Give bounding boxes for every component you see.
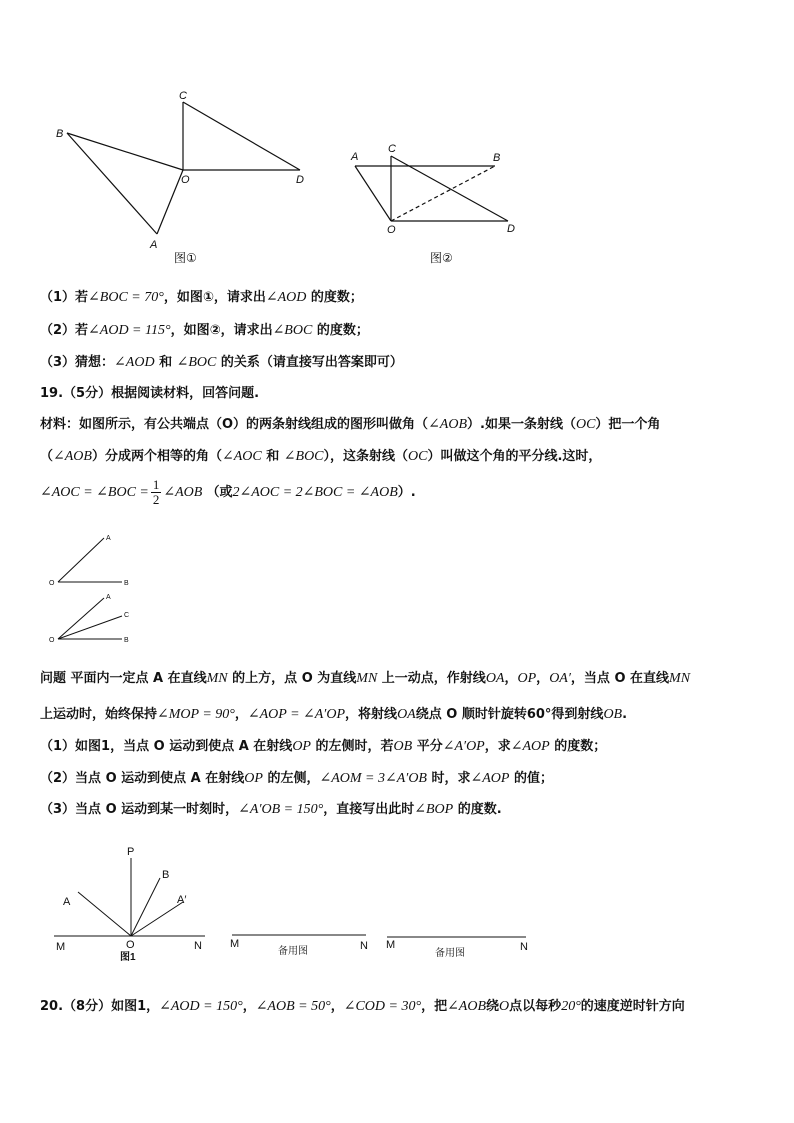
q20-math-cod: ∠COD = 30° — [343, 999, 422, 1014]
q19-mat3-fraction — [151, 478, 162, 507]
q19-mat3-text-b: ）. — [397, 485, 416, 500]
figure-1 — [50, 88, 320, 268]
q18-p1-text-c: 的度数； — [306, 290, 363, 305]
q19-subquestion-3 — [40, 801, 502, 819]
q19-prob2-text-d: 绕点 O 顺时针旋转60°得到射线 — [415, 707, 604, 722]
fig1-segment-ao — [157, 170, 183, 234]
q18-p2-math-boc: ∠BOC — [272, 323, 313, 338]
fig2-segment-ob-dashed — [391, 166, 495, 221]
fraction-denominator: 2 — [152, 492, 160, 507]
ray-ob — [131, 878, 160, 936]
q18-p3-text-b: 和 — [154, 355, 177, 370]
spare2-label-n: N — [520, 941, 528, 953]
angle2-ray-oc — [58, 616, 122, 639]
angle2-label-b: B — [124, 637, 129, 644]
q19-s1-text-a: （1）如图1，当点 O 运动到使点 A 在射线 — [40, 739, 293, 754]
q20-math-aob: ∠AOB = 50° — [255, 999, 331, 1014]
q20-line-1 — [40, 998, 685, 1016]
q19-subquestion-1 — [40, 738, 606, 756]
q19-s2-math-op: OP — [244, 771, 263, 786]
figure-rays-and-spare — [50, 840, 540, 965]
q19-s2-text-b: 的左侧， — [262, 771, 320, 786]
q19-problem-line-2 — [40, 706, 627, 724]
q19-prob1-text-c: 上一动点，作射线 — [377, 671, 486, 686]
q19-mat2-math-aob: ∠AOB — [53, 449, 92, 464]
angle2-label-c: C — [124, 612, 130, 619]
q19-mat2-math-oc: OC — [408, 449, 428, 464]
q19-mat3-math-alt: 2∠AOC = 2∠BOC = ∠AOB — [232, 485, 398, 500]
q20-text-e: 绕 — [486, 999, 500, 1014]
q19-prob1-math-mn-3: MN — [669, 671, 691, 686]
q18-p3-text-c: 的关系（请直接写出答案即可） — [216, 355, 403, 370]
angle1-ray-oa — [58, 538, 104, 582]
q18-p2-text-a: （2）若 — [40, 323, 89, 338]
q19-s1-text-d: ，求 — [484, 739, 511, 754]
q19-mat1-math-aob: ∠AOB — [428, 417, 468, 432]
q19-prob2-math-aop: ∠AOP = ∠A′OP — [247, 707, 346, 722]
angle-figures — [40, 528, 150, 648]
q19-s3-math-aob: ∠A′OB = 150° — [238, 802, 324, 817]
q19-prob2-math-oa: OA — [397, 707, 416, 722]
q20-text-f: 点以每秒 — [509, 999, 562, 1014]
q19-s1-math-ob: OB — [393, 739, 413, 754]
q18-p3-math-boc: ∠BOC — [176, 355, 217, 370]
ray-oa — [78, 892, 131, 936]
q19-prob2-text-c: ，将射线 — [345, 707, 398, 722]
q19-s1-math-op: OP — [292, 739, 311, 754]
q18-part-1 — [40, 289, 363, 307]
q19-prob1-text-a: 问题 平面内一定点 A 在直线 — [40, 671, 207, 686]
fig2-label-d: D — [507, 223, 515, 235]
q19-material-line-2 — [40, 448, 601, 466]
q20-math-speed: 20° — [561, 999, 581, 1014]
q20-text-d: ，把 — [421, 999, 448, 1014]
fig2-label-a: A — [351, 151, 359, 163]
label-n: N — [194, 940, 202, 952]
q19-s2-math-aop: ∠AOP — [470, 771, 510, 786]
q19-s3-text-a: （3）当点 O 运动到某一时刻时， — [40, 802, 239, 817]
angle2-label-a: A — [106, 594, 111, 601]
fig1-segment-ba — [67, 133, 157, 234]
q19-s1-text-e: 的度数； — [549, 739, 607, 754]
angle1-label-b: B — [124, 580, 129, 587]
q19-prob2-text-e: . — [622, 707, 628, 722]
q19-s1-math-aop-prime: ∠A′OP — [442, 739, 485, 754]
fig1-segment-bo — [67, 133, 183, 170]
q20-text-c: ， — [330, 999, 344, 1014]
angle1-label-o: O — [49, 580, 55, 587]
q19-mat2-text-e: ）叫做这个角的平分线.这时， — [427, 449, 602, 464]
label-a: A — [63, 896, 71, 908]
fraction-numerator: 1 — [152, 477, 160, 492]
q19-mat3-math-aob: ∠AOB — [163, 485, 203, 500]
q19-mat2-text-a: （ — [40, 449, 54, 464]
q19-mat2-math-aoc: ∠AOC — [221, 449, 262, 464]
q19-s2-math-aom: ∠AOM = 3∠A′OB — [319, 771, 427, 786]
spare-figure-caption-2: 备用图 — [435, 948, 465, 959]
angle2-ray-oa — [58, 598, 104, 639]
label-a-prime: A′ — [177, 894, 187, 906]
q19-prob2-text-b: ， — [234, 707, 248, 722]
q20-math-aod: ∠AOD = 150° — [159, 999, 243, 1014]
fig1-label-c: C — [179, 90, 187, 102]
q19-prob1-math-op: OP — [517, 671, 537, 686]
figure-1-caption: 图1 — [120, 952, 136, 963]
label-o: O — [126, 939, 135, 951]
figure-2 — [345, 140, 525, 268]
q18-p2-math-aod: ∠AOD = 115° — [88, 323, 171, 338]
q19-prob2-math-ob: OB — [603, 707, 623, 722]
angle1-label-a: A — [106, 535, 111, 542]
label-b: B — [162, 869, 170, 881]
spare1-label-n: N — [360, 940, 368, 952]
q19-prob1-math-oa: OA — [485, 671, 505, 686]
q19-prob1-math-mn-2: MN — [356, 671, 378, 686]
q19-s3-text-b: ，直接写出此时 — [323, 802, 415, 817]
fig2-label-o: O — [387, 224, 396, 236]
q19-mat3-math-equal: ∠AOC = ∠BOC = — [40, 485, 149, 500]
q19-s2-text-c: 时，求 — [426, 771, 471, 786]
q19-mat2-text-b: ）分成两个相等的角（ — [91, 449, 222, 464]
fig1-segment-cd — [183, 102, 300, 170]
q20-math-o: O — [499, 999, 510, 1014]
q19-heading: 19.（5分）根据阅读材料，回答问题. — [40, 386, 260, 401]
q19-mat1-text-a: 材料：如图所示，有公共端点（O）的两条射线组成的图形叫做角（ — [40, 417, 429, 432]
q19-mat1-text-b: ）.如果一条射线（ — [467, 417, 576, 432]
fig2-caption: 图② — [430, 251, 453, 265]
q19-s1-text-c: 平分 — [412, 739, 443, 754]
q20-text-a: 20.（8分）如图1， — [40, 999, 160, 1014]
q18-p3-math-aod: ∠AOD — [114, 355, 155, 370]
q19-s1-math-aop: ∠AOP — [510, 739, 550, 754]
spare1-label-m: M — [230, 938, 240, 950]
q19-s3-math-bop: ∠BOP — [414, 802, 454, 817]
fig1-label-d: D — [296, 174, 304, 186]
q19-material-line-1 — [40, 416, 660, 434]
ray-oa-prime — [131, 902, 183, 936]
q19-problem-line-1 — [40, 670, 690, 688]
q19-mat2-text-d: ），这条射线（ — [323, 449, 409, 464]
fig1-caption: 图① — [174, 251, 197, 265]
q19-s1-text-b: 的左侧时，若 — [310, 739, 394, 754]
q19-mat2-math-boc: ∠BOC — [283, 449, 324, 464]
q18-part-2 — [40, 322, 369, 340]
q19-prob1-text-d: ， — [504, 671, 518, 686]
q19-prob1-text-f: ，当点 O 在直线 — [570, 671, 670, 686]
q19-prob1-text-b: 的上方，点 O 为直线 — [227, 671, 357, 686]
q18-p2-text-c: 的度数； — [312, 323, 369, 338]
fig1-label-a: A — [150, 239, 158, 251]
q19-subquestion-2 — [40, 770, 553, 788]
q19-prob2-math-mop: ∠MOP = 90° — [157, 707, 235, 722]
q19-prob2-text-a: 上运动时，始终保持 — [40, 707, 158, 722]
q19-prob1-math-mn: MN — [206, 671, 228, 686]
q18-p2-text-b: ，如图②，请求出 — [170, 323, 273, 338]
q18-p1-math-aod: ∠AOD — [265, 290, 307, 305]
q19-prob1-text-e: ， — [536, 671, 550, 686]
q18-p1-text-a: （1）若 — [40, 290, 89, 305]
q19-mat1-math-oc: OC — [575, 417, 596, 432]
fig2-label-c: C — [388, 143, 396, 155]
q19-mat2-text-c: 和 — [261, 449, 284, 464]
q19-s2-text-d: 的值； — [509, 771, 553, 786]
q18-p1-math-boc: ∠BOC = 70° — [88, 290, 164, 305]
q19-material-line-3 — [40, 478, 416, 507]
spare-figure-caption-1: 备用图 — [278, 946, 308, 957]
q19-prob1-math-oa-prime: OA′ — [549, 671, 571, 686]
q20-text-b: ， — [242, 999, 256, 1014]
fig1-label-b: B — [56, 128, 64, 140]
label-p: P — [127, 846, 135, 858]
q19-s2-text-a: （2）当点 O 运动到使点 A 在射线 — [40, 771, 245, 786]
q19-mat1-text-c: ）把一个角 — [595, 417, 661, 432]
q19-s3-text-c: 的度数. — [453, 802, 502, 817]
q18-p3-text-a: （3）猜想： — [40, 355, 115, 370]
fig2-segment-ao — [355, 166, 391, 221]
fig2-label-b: B — [493, 152, 501, 164]
q19-mat3-text-a: （或 — [206, 485, 233, 500]
angle2-label-o: O — [49, 637, 55, 644]
spare2-label-m: M — [386, 939, 396, 951]
q18-part-3 — [40, 354, 403, 372]
q20-text-g: 的速度逆时针方向 — [580, 999, 685, 1014]
q18-p1-text-b: ，如图①，请求出 — [163, 290, 266, 305]
fig1-label-o: O — [181, 174, 190, 186]
label-m: M — [56, 941, 66, 953]
q20-math-aob-2: ∠AOB — [447, 999, 487, 1014]
